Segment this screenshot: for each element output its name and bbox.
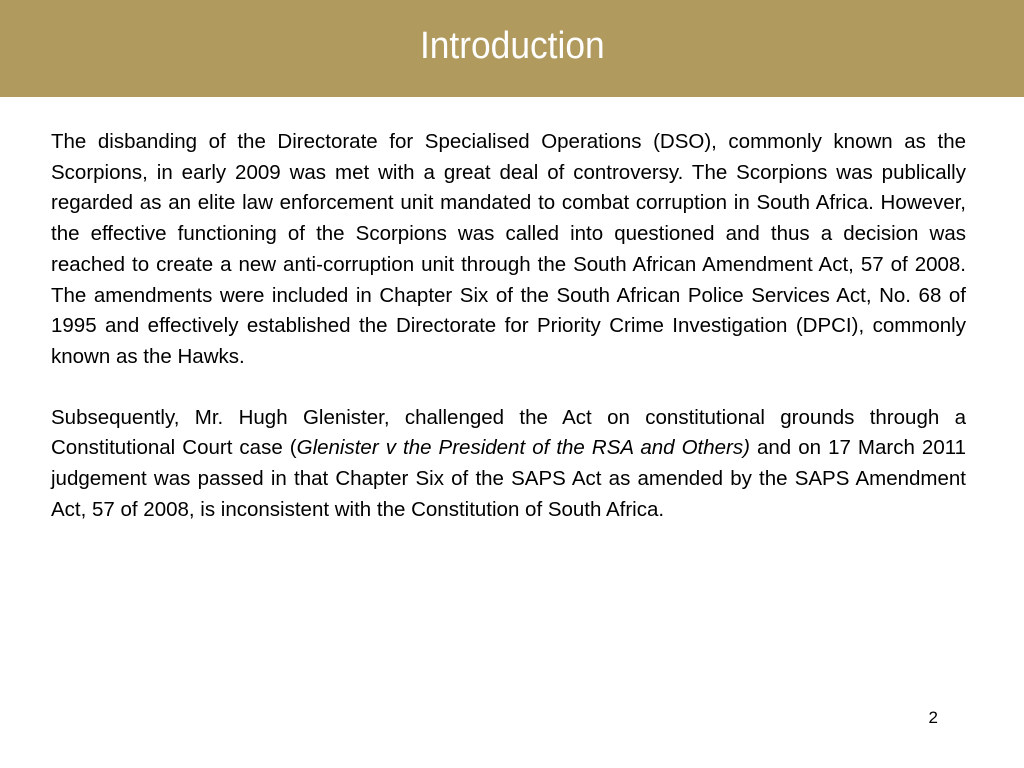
title-bar xyxy=(0,0,1024,97)
paragraph-disbanding: The disbanding of the Directorate for Specialised Operations (DSO), commonly known as the Scorpions, in early 2009 was met with a great deal of controversy. The Scorpions was publically regarded as an elite law enforcement unit mandated to combat corruption in South Africa. However, the effective functioning of the Scorpions was called into questioned and thus a decision was reached to create a new anti-corruption unit through the South African Amendment Act, 57 of 2008. The amendments were included in Chapter Six of the South African Police Services Act, No. 68 of 1995 and effectively established the Directorate for Priority Crime Investigation (DPCI), commonly known as the Hawks. xyxy=(51,130,966,368)
slide-title: Introduction xyxy=(419,25,605,67)
slide-body xyxy=(51,127,966,525)
paragraph-glenister-intro: Subsequently, Mr. Hugh Glenister, challenged the Act on constitutional grounds through a Constitutional Court case ( xyxy=(51,405,966,460)
paragraph-glenister xyxy=(51,403,966,526)
page-number: 2 xyxy=(928,708,938,727)
case-name: Glenister v the President of the RSA and Others) xyxy=(296,436,750,460)
paragraph-glenister-judgement: and on 17 March 2011 judgement was passed in that Chapter Six of the SAPS Act as amended by the SAPS Amendment Act, 57 of 2008, is inconsistent with the Constitution of South Africa. xyxy=(51,436,967,521)
